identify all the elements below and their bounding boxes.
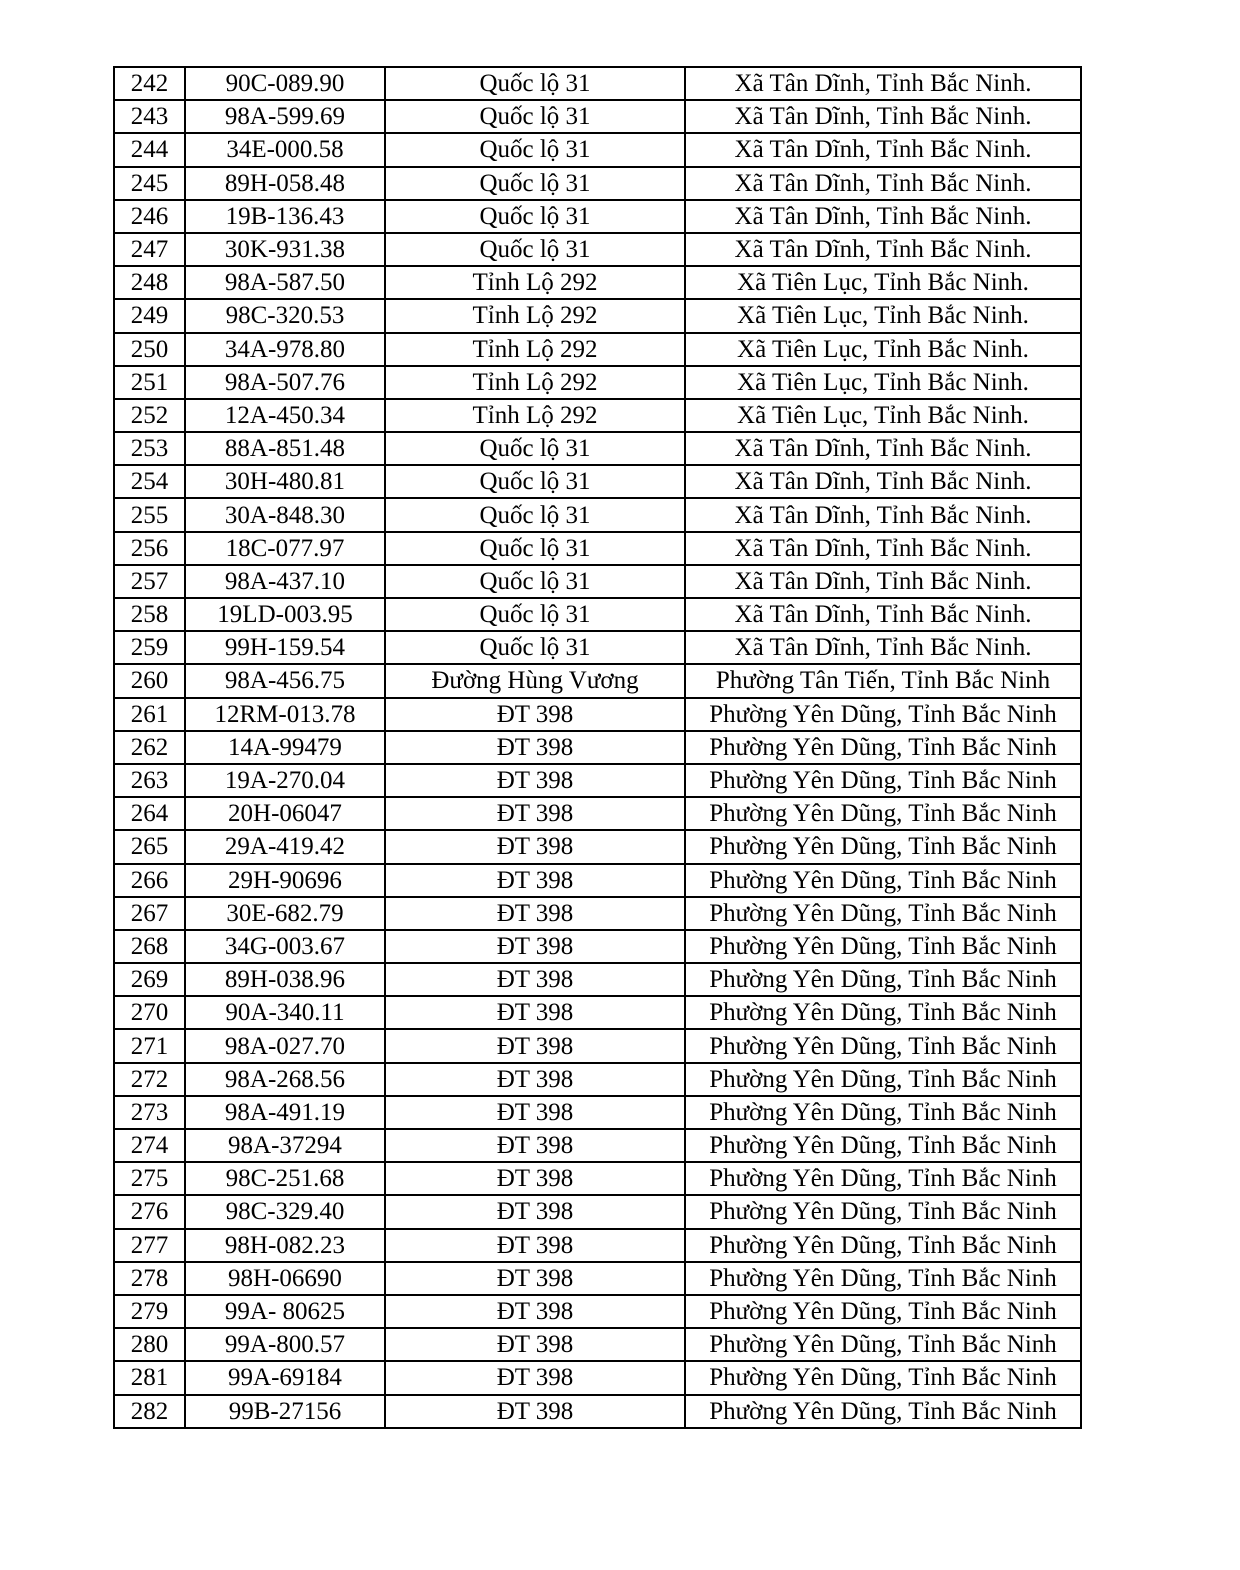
location-cell: Phường Yên Dũng, Tỉnh Bắc Ninh <box>685 1063 1081 1096</box>
road-cell: ĐT 398 <box>385 1096 685 1129</box>
license-plate-cell: 34E-000.58 <box>185 133 385 166</box>
row-number-cell: 254 <box>114 465 185 498</box>
location-cell: Phường Tân Tiến, Tỉnh Bắc Ninh <box>685 664 1081 697</box>
row-number-cell: 270 <box>114 996 185 1029</box>
road-cell: Quốc lộ 31 <box>385 465 685 498</box>
license-plate-cell: 98C-329.40 <box>185 1195 385 1228</box>
table-row <box>114 233 1081 266</box>
location-cell: Xã Tiên Lục, Tỉnh Bắc Ninh. <box>685 366 1081 399</box>
license-plate-cell: 30K-931.38 <box>185 233 385 266</box>
road-cell: ĐT 398 <box>385 1262 685 1295</box>
row-number-cell: 245 <box>114 167 185 200</box>
row-number-cell: 251 <box>114 366 185 399</box>
row-number-cell: 253 <box>114 432 185 465</box>
road-cell: Quốc lộ 31 <box>385 498 685 531</box>
table-row <box>114 366 1081 399</box>
road-cell: Quốc lộ 31 <box>385 100 685 133</box>
row-number-cell: 274 <box>114 1129 185 1162</box>
license-plate-cell: 98A-456.75 <box>185 664 385 697</box>
table-row <box>114 1096 1081 1129</box>
license-plate-cell: 89H-038.96 <box>185 963 385 996</box>
license-plate-cell: 88A-851.48 <box>185 432 385 465</box>
license-plate-cell: 30A-848.30 <box>185 498 385 531</box>
location-cell: Xã Tân Dĩnh, Tỉnh Bắc Ninh. <box>685 598 1081 631</box>
row-number-cell: 242 <box>114 67 185 100</box>
location-cell: Xã Tân Dĩnh, Tỉnh Bắc Ninh. <box>685 133 1081 166</box>
location-cell: Xã Tân Dĩnh, Tỉnh Bắc Ninh. <box>685 631 1081 664</box>
road-cell: ĐT 398 <box>385 764 685 797</box>
location-cell: Xã Tân Dĩnh, Tỉnh Bắc Ninh. <box>685 498 1081 531</box>
table-row <box>114 1129 1081 1162</box>
table-row <box>114 200 1081 233</box>
license-plate-cell: 98A-491.19 <box>185 1096 385 1129</box>
row-number-cell: 250 <box>114 333 185 366</box>
location-cell: Xã Tân Dĩnh, Tỉnh Bắc Ninh. <box>685 432 1081 465</box>
road-cell: Đường Hùng Vương <box>385 664 685 697</box>
table-row <box>114 598 1081 631</box>
table-row <box>114 1328 1081 1361</box>
location-cell: Xã Tân Dĩnh, Tỉnh Bắc Ninh. <box>685 167 1081 200</box>
table-row <box>114 1063 1081 1096</box>
row-number-cell: 266 <box>114 864 185 897</box>
road-cell: Quốc lộ 31 <box>385 532 685 565</box>
license-plate-cell: 29A-419.42 <box>185 830 385 863</box>
license-plate-cell: 30H-480.81 <box>185 465 385 498</box>
road-cell: Quốc lộ 31 <box>385 631 685 664</box>
road-cell: ĐT 398 <box>385 731 685 764</box>
location-cell: Phường Yên Dũng, Tỉnh Bắc Ninh <box>685 764 1081 797</box>
road-cell: Quốc lộ 31 <box>385 200 685 233</box>
location-cell: Phường Yên Dũng, Tỉnh Bắc Ninh <box>685 1029 1081 1062</box>
location-cell: Phường Yên Dũng, Tỉnh Bắc Ninh <box>685 1361 1081 1394</box>
road-cell: Tỉnh Lộ 292 <box>385 366 685 399</box>
license-plate-cell: 19B-136.43 <box>185 200 385 233</box>
table-row <box>114 432 1081 465</box>
row-number-cell: 260 <box>114 664 185 697</box>
row-number-cell: 277 <box>114 1229 185 1262</box>
table-row <box>114 864 1081 897</box>
table-row <box>114 664 1081 697</box>
row-number-cell: 281 <box>114 1361 185 1394</box>
row-number-cell: 258 <box>114 598 185 631</box>
location-cell: Phường Yên Dũng, Tỉnh Bắc Ninh <box>685 1129 1081 1162</box>
table-row <box>114 333 1081 366</box>
road-cell: Quốc lộ 31 <box>385 133 685 166</box>
license-plate-cell: 99A-69184 <box>185 1361 385 1394</box>
location-cell: Xã Tân Dĩnh, Tỉnh Bắc Ninh. <box>685 100 1081 133</box>
row-number-cell: 280 <box>114 1328 185 1361</box>
license-plate-cell: 14A-99479 <box>185 731 385 764</box>
table-row <box>114 399 1081 432</box>
location-cell: Phường Yên Dũng, Tỉnh Bắc Ninh <box>685 797 1081 830</box>
location-cell: Phường Yên Dũng, Tỉnh Bắc Ninh <box>685 1295 1081 1328</box>
road-cell: ĐT 398 <box>385 1129 685 1162</box>
table-row <box>114 731 1081 764</box>
road-cell: Quốc lộ 31 <box>385 167 685 200</box>
road-cell: ĐT 398 <box>385 1328 685 1361</box>
license-plate-cell: 98A-37294 <box>185 1129 385 1162</box>
road-cell: ĐT 398 <box>385 1295 685 1328</box>
table-row <box>114 1029 1081 1062</box>
road-cell: ĐT 398 <box>385 897 685 930</box>
table-row <box>114 897 1081 930</box>
table-row <box>114 963 1081 996</box>
road-cell: ĐT 398 <box>385 1195 685 1228</box>
location-cell: Phường Yên Dũng, Tỉnh Bắc Ninh <box>685 1262 1081 1295</box>
license-plate-cell: 99B-27156 <box>185 1395 385 1428</box>
row-number-cell: 264 <box>114 797 185 830</box>
license-plate-cell: 30E-682.79 <box>185 897 385 930</box>
location-cell: Phường Yên Dũng, Tỉnh Bắc Ninh <box>685 731 1081 764</box>
row-number-cell: 255 <box>114 498 185 531</box>
table-row <box>114 565 1081 598</box>
location-cell: Xã Tân Dĩnh, Tỉnh Bắc Ninh. <box>685 200 1081 233</box>
row-number-cell: 252 <box>114 399 185 432</box>
row-number-cell: 268 <box>114 930 185 963</box>
road-cell: Tỉnh Lộ 292 <box>385 299 685 332</box>
road-cell: ĐT 398 <box>385 830 685 863</box>
row-number-cell: 257 <box>114 565 185 598</box>
license-plate-cell: 19LD-003.95 <box>185 598 385 631</box>
row-number-cell: 261 <box>114 698 185 731</box>
table-row <box>114 996 1081 1029</box>
license-plate-cell: 98C-320.53 <box>185 299 385 332</box>
license-plate-cell: 18C-077.97 <box>185 532 385 565</box>
license-plate-cell: 98A-027.70 <box>185 1029 385 1062</box>
table-row <box>114 1229 1081 1262</box>
table-row <box>114 830 1081 863</box>
row-number-cell: 271 <box>114 1029 185 1062</box>
license-plate-cell: 98C-251.68 <box>185 1162 385 1195</box>
location-cell: Phường Yên Dũng, Tỉnh Bắc Ninh <box>685 897 1081 930</box>
license-plate-cell: 98A-507.76 <box>185 366 385 399</box>
license-plate-cell: 98H-082.23 <box>185 1229 385 1262</box>
road-cell: Tỉnh Lộ 292 <box>385 266 685 299</box>
road-cell: ĐT 398 <box>385 930 685 963</box>
table-body <box>114 67 1081 1428</box>
road-cell: Quốc lộ 31 <box>385 233 685 266</box>
license-plate-cell: 98A-587.50 <box>185 266 385 299</box>
license-plate-cell: 89H-058.48 <box>185 167 385 200</box>
road-cell: ĐT 398 <box>385 996 685 1029</box>
table-row <box>114 532 1081 565</box>
table-row <box>114 1162 1081 1195</box>
row-number-cell: 272 <box>114 1063 185 1096</box>
location-cell: Phường Yên Dũng, Tỉnh Bắc Ninh <box>685 963 1081 996</box>
table-row <box>114 1361 1081 1394</box>
row-number-cell: 246 <box>114 200 185 233</box>
location-cell: Phường Yên Dũng, Tỉnh Bắc Ninh <box>685 1096 1081 1129</box>
row-number-cell: 265 <box>114 830 185 863</box>
row-number-cell: 273 <box>114 1096 185 1129</box>
license-plate-cell: 98A-268.56 <box>185 1063 385 1096</box>
location-cell: Xã Tân Dĩnh, Tỉnh Bắc Ninh. <box>685 67 1081 100</box>
road-cell: Quốc lộ 31 <box>385 598 685 631</box>
license-plate-cell: 20H-06047 <box>185 797 385 830</box>
road-cell: ĐT 398 <box>385 698 685 731</box>
license-plate-cell: 99H-159.54 <box>185 631 385 664</box>
license-plate-cell: 12A-450.34 <box>185 399 385 432</box>
row-number-cell: 282 <box>114 1395 185 1428</box>
location-cell: Phường Yên Dũng, Tỉnh Bắc Ninh <box>685 1395 1081 1428</box>
road-cell: ĐT 398 <box>385 1063 685 1096</box>
location-cell: Phường Yên Dũng, Tỉnh Bắc Ninh <box>685 864 1081 897</box>
location-cell: Xã Tân Dĩnh, Tỉnh Bắc Ninh. <box>685 465 1081 498</box>
table-row <box>114 631 1081 664</box>
license-plate-cell: 98A-599.69 <box>185 100 385 133</box>
location-cell: Phường Yên Dũng, Tỉnh Bắc Ninh <box>685 1162 1081 1195</box>
location-cell: Phường Yên Dũng, Tỉnh Bắc Ninh <box>685 698 1081 731</box>
road-cell: ĐT 398 <box>385 963 685 996</box>
road-cell: Quốc lộ 31 <box>385 432 685 465</box>
table-row <box>114 167 1081 200</box>
row-number-cell: 247 <box>114 233 185 266</box>
table-row <box>114 266 1081 299</box>
license-plate-cell: 12RM-013.78 <box>185 698 385 731</box>
row-number-cell: 243 <box>114 100 185 133</box>
license-plate-cell: 90A-340.11 <box>185 996 385 1029</box>
row-number-cell: 248 <box>114 266 185 299</box>
row-number-cell: 275 <box>114 1162 185 1195</box>
table-row <box>114 930 1081 963</box>
road-cell: Tỉnh Lộ 292 <box>385 399 685 432</box>
document-page <box>113 66 1082 1429</box>
row-number-cell: 267 <box>114 897 185 930</box>
location-cell: Xã Tân Dĩnh, Tỉnh Bắc Ninh. <box>685 233 1081 266</box>
location-cell: Xã Tân Dĩnh, Tỉnh Bắc Ninh. <box>685 532 1081 565</box>
table-row <box>114 100 1081 133</box>
location-cell: Xã Tiên Lục, Tỉnh Bắc Ninh. <box>685 266 1081 299</box>
table-row <box>114 465 1081 498</box>
road-cell: ĐT 398 <box>385 1395 685 1428</box>
location-cell: Phường Yên Dũng, Tỉnh Bắc Ninh <box>685 996 1081 1029</box>
road-cell: ĐT 398 <box>385 1229 685 1262</box>
license-plate-cell: 90C-089.90 <box>185 67 385 100</box>
license-plate-cell: 99A- 80625 <box>185 1295 385 1328</box>
location-cell: Phường Yên Dũng, Tỉnh Bắc Ninh <box>685 930 1081 963</box>
table-row <box>114 698 1081 731</box>
location-cell: Xã Tân Dĩnh, Tỉnh Bắc Ninh. <box>685 565 1081 598</box>
location-cell: Xã Tiên Lục, Tỉnh Bắc Ninh. <box>685 399 1081 432</box>
location-cell: Phường Yên Dũng, Tỉnh Bắc Ninh <box>685 1328 1081 1361</box>
violations-table <box>113 66 1082 1429</box>
row-number-cell: 256 <box>114 532 185 565</box>
road-cell: Quốc lộ 31 <box>385 67 685 100</box>
license-plate-cell: 34G-003.67 <box>185 930 385 963</box>
location-cell: Xã Tiên Lục, Tỉnh Bắc Ninh. <box>685 333 1081 366</box>
table-row <box>114 1395 1081 1428</box>
license-plate-cell: 29H-90696 <box>185 864 385 897</box>
row-number-cell: 262 <box>114 731 185 764</box>
row-number-cell: 278 <box>114 1262 185 1295</box>
row-number-cell: 244 <box>114 133 185 166</box>
row-number-cell: 263 <box>114 764 185 797</box>
location-cell: Phường Yên Dũng, Tỉnh Bắc Ninh <box>685 1229 1081 1262</box>
license-plate-cell: 19A-270.04 <box>185 764 385 797</box>
road-cell: ĐT 398 <box>385 1162 685 1195</box>
table-row <box>114 797 1081 830</box>
license-plate-cell: 34A-978.80 <box>185 333 385 366</box>
table-row <box>114 1262 1081 1295</box>
row-number-cell: 269 <box>114 963 185 996</box>
road-cell: Quốc lộ 31 <box>385 565 685 598</box>
road-cell: Tỉnh Lộ 292 <box>385 333 685 366</box>
table-row <box>114 498 1081 531</box>
row-number-cell: 249 <box>114 299 185 332</box>
location-cell: Phường Yên Dũng, Tỉnh Bắc Ninh <box>685 830 1081 863</box>
license-plate-cell: 98A-437.10 <box>185 565 385 598</box>
license-plate-cell: 98H-06690 <box>185 1262 385 1295</box>
road-cell: ĐT 398 <box>385 797 685 830</box>
table-row <box>114 133 1081 166</box>
license-plate-cell: 99A-800.57 <box>185 1328 385 1361</box>
table-row <box>114 67 1081 100</box>
table-row <box>114 1195 1081 1228</box>
location-cell: Xã Tiên Lục, Tỉnh Bắc Ninh. <box>685 299 1081 332</box>
road-cell: ĐT 398 <box>385 864 685 897</box>
table-row <box>114 299 1081 332</box>
row-number-cell: 279 <box>114 1295 185 1328</box>
location-cell: Phường Yên Dũng, Tỉnh Bắc Ninh <box>685 1195 1081 1228</box>
row-number-cell: 276 <box>114 1195 185 1228</box>
table-row <box>114 764 1081 797</box>
row-number-cell: 259 <box>114 631 185 664</box>
table-row <box>114 1295 1081 1328</box>
road-cell: ĐT 398 <box>385 1361 685 1394</box>
road-cell: ĐT 398 <box>385 1029 685 1062</box>
